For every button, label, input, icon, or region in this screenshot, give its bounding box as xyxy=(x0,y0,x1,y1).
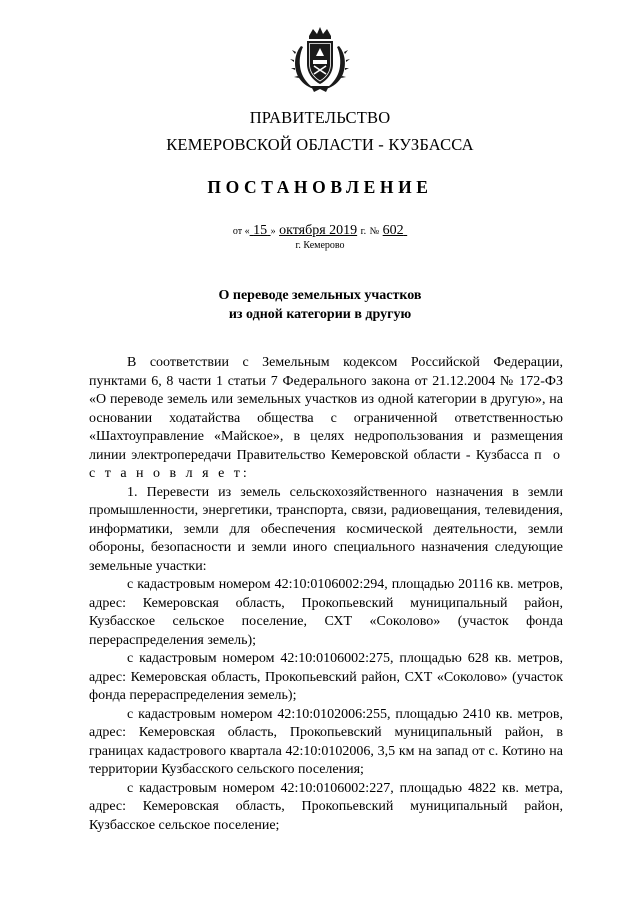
date-day: 15 xyxy=(253,223,268,238)
date-prefix: от « xyxy=(232,226,250,237)
coat-of-arms-emblem xyxy=(289,26,351,94)
date-month-year: октября 2019 xyxy=(279,223,358,238)
item-1-paragraph: 1. Перевести из земель сельскохозяйственного назначения в земли промышленности, энергетики, транспорта, связи, радиовещания, телевидения, информатики, земли для обеспечения космической деятельности, земли обороны, безопасности и земли иного специального назначения следующие земельные участки: xyxy=(89,484,563,574)
plot-item: с кадастровым номером 42:10:0106002:294, площадью 20116 кв. метров, адрес: Кемеровская область, Прокопьевский муниципальный район, Кузбасское сельское поселение, СХТ «Соколово» (участок фонда перераспределения земель); xyxy=(89,577,563,648)
document-body xyxy=(89,354,563,835)
subject-line1: О переводе земельных участков xyxy=(218,288,422,303)
city-name: г. Кемерово xyxy=(295,240,345,251)
number-sign: № xyxy=(369,226,380,237)
plot-item: с кадастровым номером 42:10:0102006:255, площадью 2410 кв. метров, адрес: Кемеровская область, Прокопьевский муниципальный район, в границах кадастрового квартала 42:10:0102006, 3,5 км на запад от с. Котино на территории Кузбасского сельского поселения; xyxy=(89,706,563,777)
plot-item: с кадастровым номером 42:10:0106002:227, площадью 4822 кв. метра, адрес: Кемеровская область, Прокопьевский муниципальный район, Кузбасское сельское поселение; xyxy=(89,780,563,833)
org-name-line2: КЕМЕРОВСКОЙ ОБЛАСТИ - КУЗБАССА xyxy=(166,135,474,154)
subject-line2: из одной категории в другую xyxy=(228,307,412,322)
date-line xyxy=(0,222,640,241)
org-name-line1: ПРАВИТЕЛЬСТВО xyxy=(249,108,391,127)
plot-item: с кадастровым номером 42:10:0106002:275, площадью 628 кв. метров, адрес: Кемеровская область, Прокопьевский район, СХТ «Соколово» (участок фонда перераспределения земель); xyxy=(89,651,563,703)
document-type-title: ПОСТАНОВЛЕНИЕ xyxy=(207,177,433,197)
document-number: 602 xyxy=(382,223,404,238)
date-mid: » xyxy=(270,226,276,237)
preamble-paragraph: В соответствии с Земельным кодексом Российской Федерации, пунктами 6, 8 части 1 статьи 7 Федерального закона от 21.12.2004 № 172-ФЗ «О переводе земель или земельных участков из одной категории в другую», на основании ходатайства общества с ограниченной ответственностью «Шахтоуправление «Майское», в целях недропользования и размещения линии электропередачи Правительство Кемеровской области - Кузбасса п о с т а н о в л я е т: xyxy=(89,355,563,481)
date-year-suffix: г. xyxy=(360,226,367,237)
decree-word: п о с т а н о в л я е т: xyxy=(89,447,563,481)
